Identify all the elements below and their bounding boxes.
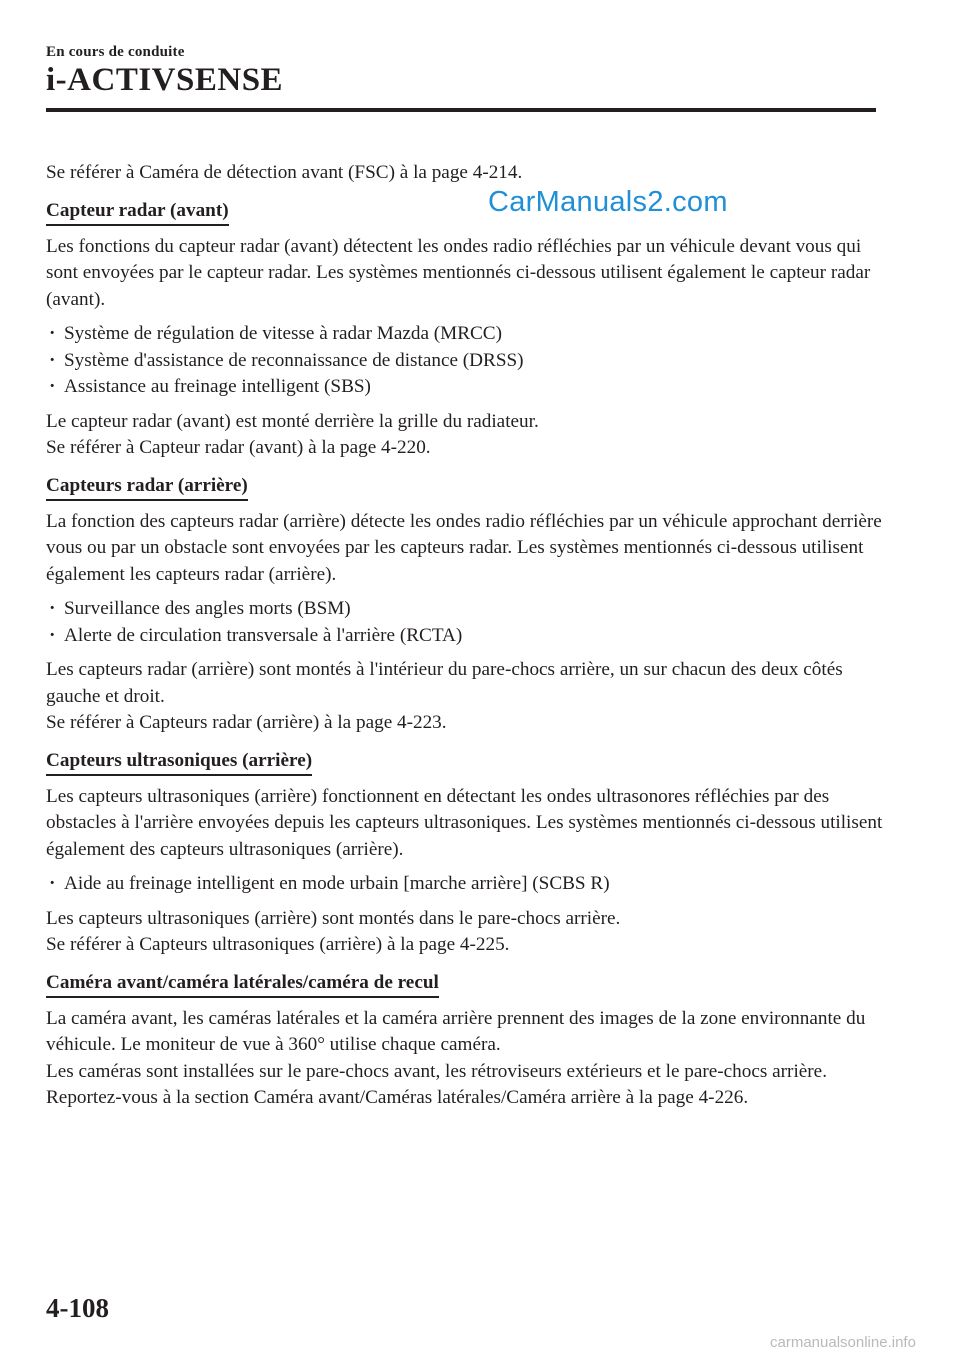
page-number: 4-108 bbox=[46, 1293, 109, 1323]
section-cameras bbox=[46, 967, 886, 1112]
section-body: La caméra avant, les caméras latérales et la caméra arrière prennent des images de la zone environnante du véhicule. Le moniteur de vue à 360° utilise chaque caméra. bbox=[46, 1007, 866, 1055]
section-heading: Capteur radar (avant) bbox=[46, 199, 229, 226]
section-note: Les capteurs radar (arrière) sont montés à l'intérieur du pare-chocs arrière, un sur chacun des deux côtés gauche et droit. bbox=[46, 659, 843, 707]
list-item: · Système de régulation de vitesse à radar Mazda (MRCC) bbox=[46, 321, 886, 348]
page-content bbox=[46, 160, 886, 1120]
page-reference: Se référer à Capteur radar (avant) à la page 4-220. bbox=[46, 437, 431, 458]
section-rear-radar bbox=[46, 470, 886, 737]
list-item: · Assistance au freinage intelligent (SBS) bbox=[46, 374, 886, 401]
section-label: En cours de conduite bbox=[46, 44, 185, 60]
section-rear-ultrasonic bbox=[46, 745, 886, 959]
page-reference: Se référer à Capteurs radar (arrière) à la page 4-223. bbox=[46, 712, 447, 733]
chapter-title: i-ACTIVSENSE bbox=[46, 62, 284, 98]
list-item: · Aide au freinage intelligent en mode urbain [marche arrière] (SCBS R) bbox=[46, 871, 886, 898]
section-front-radar bbox=[46, 195, 886, 462]
header-rule bbox=[46, 108, 876, 112]
section-note: Les caméras sont installées sur le pare-chocs avant, les rétroviseurs extérieurs et le pare-chocs arrière. bbox=[46, 1060, 828, 1082]
system-list bbox=[46, 321, 886, 401]
watermark-logo[interactable]: CarManuals2.com bbox=[488, 186, 728, 218]
section-heading: Caméra avant/caméra latérales/caméra de recul bbox=[46, 971, 439, 998]
footer-watermark[interactable]: carmanualsonline.info bbox=[770, 1334, 916, 1351]
system-list bbox=[46, 596, 886, 649]
list-item: · Alerte de circulation transversale à l'arrière (RCTA) bbox=[46, 623, 886, 650]
section-note: Le capteur radar (avant) est monté derrière la grille du radiateur. bbox=[46, 410, 539, 432]
section-body: La fonction des capteurs radar (arrière) détecte les ondes radio réfléchies par un véhicule approchant derrière vous ou par un obstacle sont envoyées par les capteurs radar. Les systèmes mentionnés ci-dessous utilisent également les capteurs radar (arrière). bbox=[46, 510, 882, 585]
page-reference: Se référer à Capteurs ultrasoniques (arrière) à la page 4-225. bbox=[46, 934, 510, 955]
list-item: · Système d'assistance de reconnaissance de distance (DRSS) bbox=[46, 348, 886, 375]
intro-reference: Se référer à Caméra de détection avant (FSC) à la page 4-214. bbox=[46, 162, 523, 183]
section-body: Les capteurs ultrasoniques (arrière) fonctionnent en détectant les ondes ultrasonores réfléchies par des obstacles à l'arrière envoyées depuis les capteurs ultrasoniques. Les systèmes mentionnés ci-dessous utilisent également des capteurs ultrasoniques (arrière). bbox=[46, 785, 883, 860]
page-reference: Reportez-vous à la section Caméra avant/Caméras latérales/Caméra arrière à la page 4-226. bbox=[46, 1087, 749, 1108]
section-body: Les fonctions du capteur radar (avant) détectent les ondes radio réfléchies par un véhicule devant vous qui sont envoyées par le capteur radar. Les systèmes mentionnés ci-dessous utilisent également le capteur radar (avant). bbox=[46, 235, 871, 310]
system-list bbox=[46, 871, 886, 898]
section-heading: Capteurs radar (arrière) bbox=[46, 474, 248, 501]
list-item: · Surveillance des angles morts (BSM) bbox=[46, 596, 886, 623]
section-note: Les capteurs ultrasoniques (arrière) sont montés dans le pare-chocs arrière. bbox=[46, 907, 621, 929]
section-heading: Capteurs ultrasoniques (arrière) bbox=[46, 749, 312, 776]
